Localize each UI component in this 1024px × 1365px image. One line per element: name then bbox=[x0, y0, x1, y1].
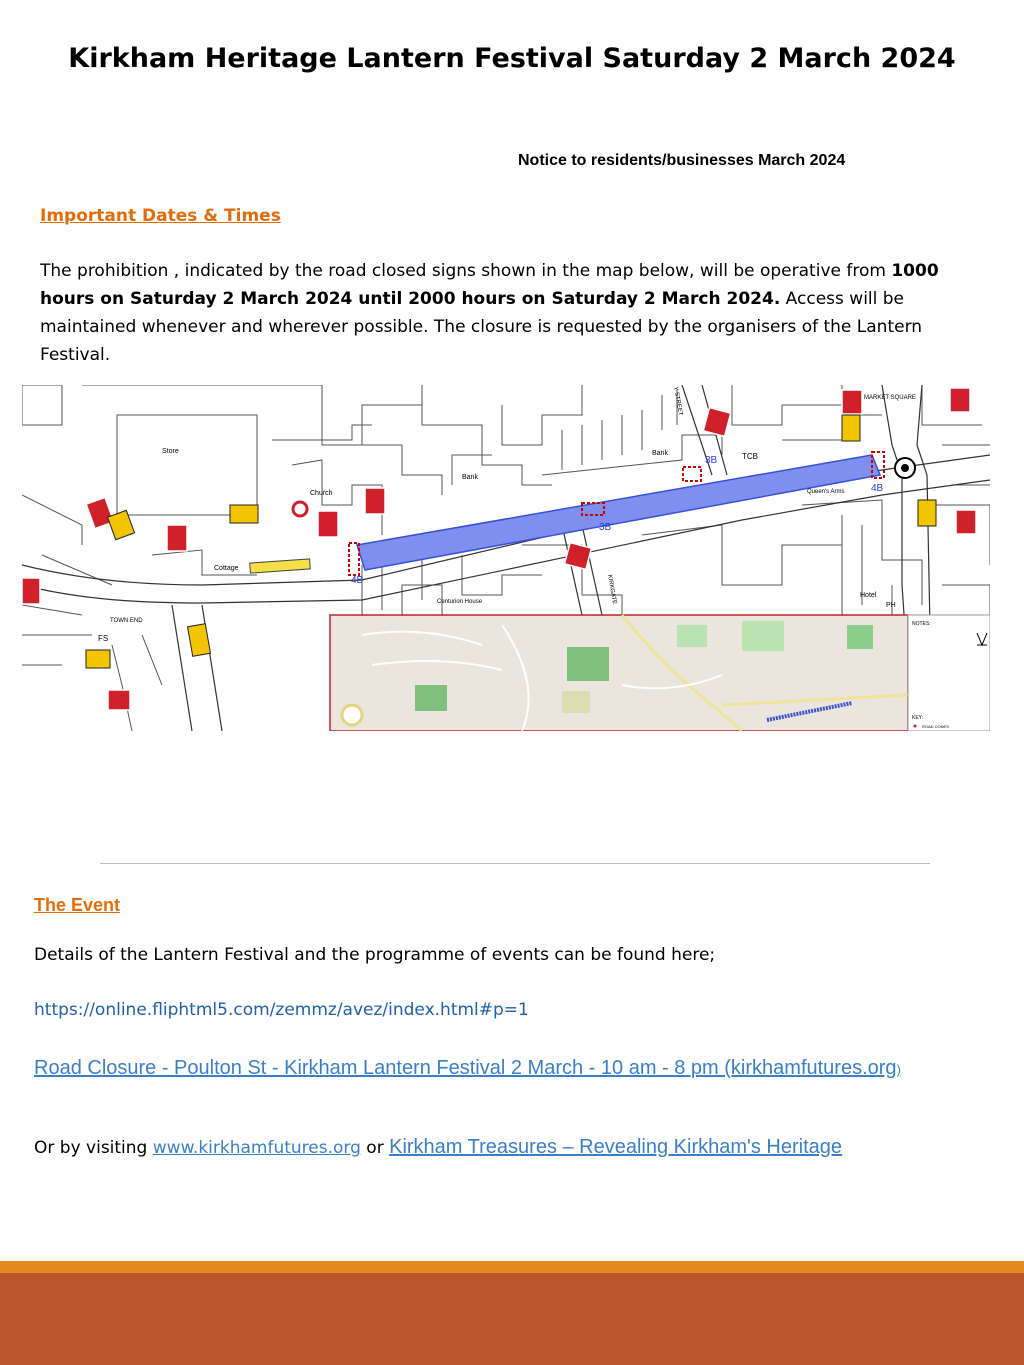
visit-prefix: Or by visiting bbox=[34, 1138, 153, 1158]
label-queens-arms: Queen's Arms bbox=[807, 489, 845, 495]
road-closure-link-paren[interactable]: ) bbox=[896, 1062, 901, 1077]
road-closure-area bbox=[357, 455, 880, 570]
dates-text-bold: 1000 hours on Saturday 2 March 2024 until 2000 hours on Saturday 2 March 2024. bbox=[40, 261, 939, 309]
closure-point-3b-top bbox=[683, 467, 701, 481]
event-details: Details of the Lantern Festival and the programme of events can be found here; bbox=[34, 945, 716, 965]
label-store: Store bbox=[162, 448, 179, 455]
section-divider bbox=[100, 863, 930, 864]
kirkhamfutures-link[interactable]: www.kirkhamfutures.org bbox=[152, 1138, 361, 1158]
point-3b-top: 3B bbox=[705, 455, 718, 466]
road-closure-link[interactable] bbox=[34, 1055, 934, 1083]
label-cottage: Cottage bbox=[214, 565, 239, 572]
diversion-marker bbox=[250, 559, 311, 573]
point-4b-right: 4B bbox=[871, 483, 884, 494]
road-closed-sign bbox=[365, 488, 385, 514]
road-closed-sign bbox=[565, 543, 592, 570]
label-bank-1: Bank bbox=[462, 474, 478, 481]
diversion-sign bbox=[230, 505, 258, 523]
label-centurion-house: Centurion House bbox=[437, 599, 483, 605]
label-market-square: MARKET SQUARE bbox=[864, 395, 916, 401]
label-street: Y STREET bbox=[672, 386, 684, 417]
diversion-sign bbox=[918, 500, 936, 526]
label-bank-2: Bank bbox=[652, 450, 668, 457]
page-title: Kirkham Heritage Lantern Festival Saturday 2 March 2024 bbox=[68, 43, 956, 74]
fliphtml-link[interactable]: https://online.fliphtml5.com/zemmz/avez/index.html#p=1 bbox=[34, 1000, 529, 1020]
diversion-sign bbox=[842, 415, 860, 441]
footer-accent-line bbox=[0, 1261, 1024, 1273]
road-closed-sign bbox=[842, 390, 862, 414]
roundabout-centre bbox=[901, 464, 909, 472]
road-closed-sign bbox=[108, 690, 130, 710]
map-svg bbox=[22, 385, 990, 731]
visit-line bbox=[34, 1136, 842, 1159]
point-4b-left: 4B bbox=[351, 575, 364, 586]
label-town-end: TOWN END bbox=[110, 618, 143, 624]
road-closed-sign bbox=[318, 511, 338, 537]
road-closure-link-text[interactable]: Road Closure - Poulton St - Kirkham Lantern Festival 2 March - 10 am - 8 pm (kirkhamfutures.org bbox=[34, 1057, 897, 1079]
no-entry-sign bbox=[293, 502, 307, 516]
event-heading: The Event bbox=[34, 895, 121, 915]
label-fs: FS bbox=[98, 634, 109, 643]
road-closed-sign bbox=[22, 578, 40, 604]
label-hotel: Hotel bbox=[860, 592, 877, 599]
inset-key-road-cones: ROAD CONES bbox=[922, 724, 949, 729]
road-closed-sign bbox=[167, 525, 187, 551]
kirkham-treasures-link[interactable]: Kirkham Treasures – Revealing Kirkham's Heritage bbox=[389, 1136, 842, 1158]
inset-notes-label: NOTES: bbox=[912, 621, 931, 627]
road-closed-sign bbox=[956, 510, 976, 534]
dates-paragraph bbox=[40, 257, 980, 369]
notice-subtitle: Notice to residents/businesses March 2024 bbox=[518, 152, 846, 169]
dates-text-after: Access will be maintained whenever and wherever possible. The closure is requested by the organisers of the Lantern Festival. bbox=[40, 289, 923, 365]
label-tcb: TCB bbox=[742, 452, 758, 461]
dates-heading: Important Dates & Times bbox=[40, 206, 281, 226]
label-kirkgate: KIRKGATE bbox=[606, 574, 618, 605]
inset-map bbox=[330, 615, 990, 731]
road-closure-map bbox=[22, 385, 990, 731]
label-church: Church bbox=[310, 490, 333, 497]
diversion-sign bbox=[188, 624, 211, 657]
label-ph: PH bbox=[886, 602, 896, 609]
dates-text-before: The prohibition , indicated by the road closed signs shown in the map below, will be operative from bbox=[40, 261, 892, 281]
inset-key-label: KEY: bbox=[912, 715, 924, 721]
footer-band bbox=[0, 1273, 1024, 1365]
road-closed-sign bbox=[950, 388, 970, 412]
diversion-sign bbox=[86, 650, 110, 668]
visit-or: or bbox=[360, 1138, 390, 1158]
road-closed-sign bbox=[703, 408, 730, 437]
point-3b-mid: 3B bbox=[599, 522, 612, 533]
